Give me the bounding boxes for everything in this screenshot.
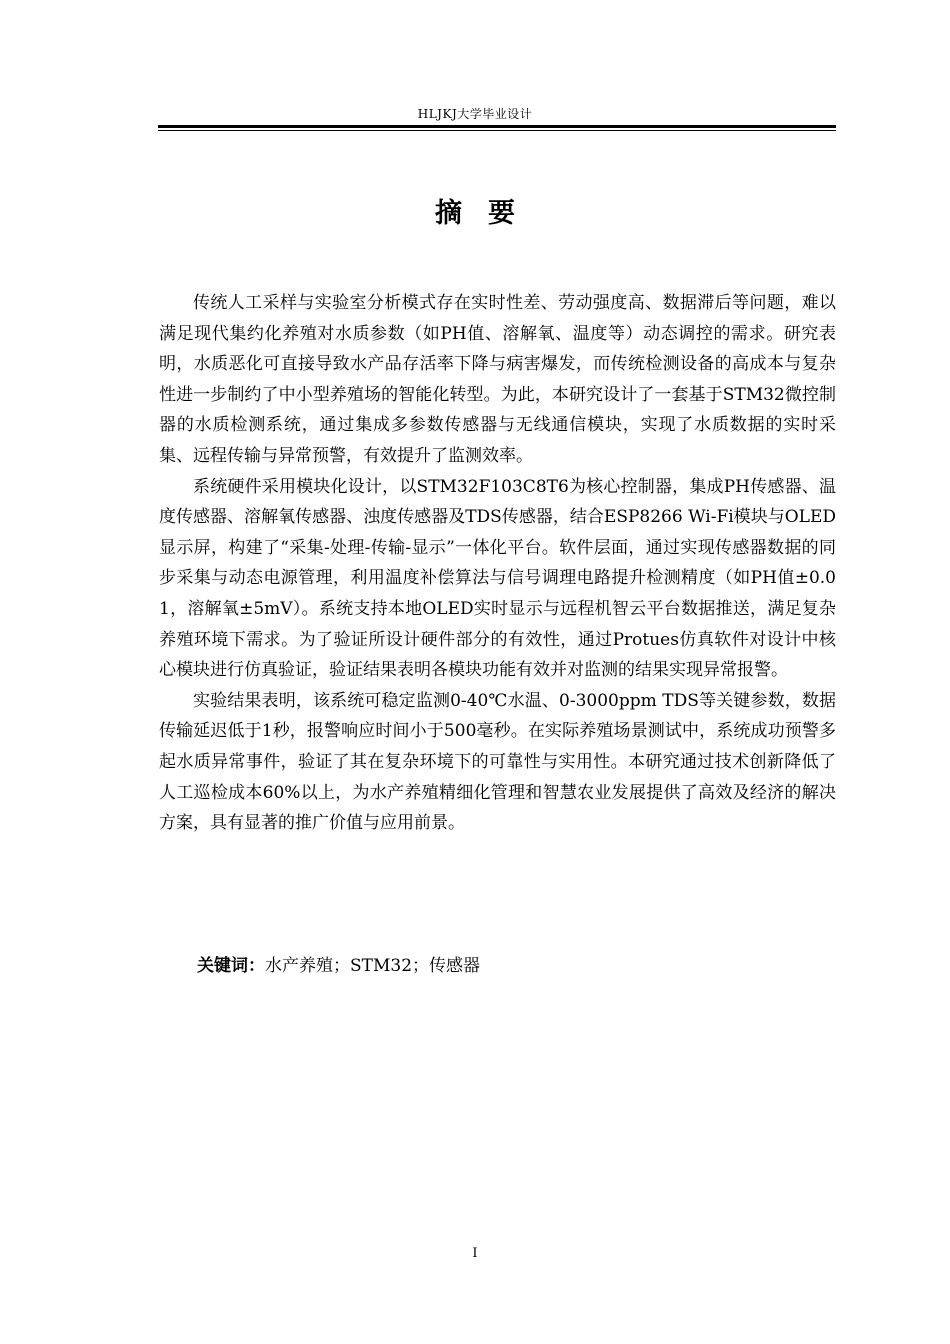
abstract-title: 摘要 — [435, 198, 541, 229]
header-rule-thick — [158, 125, 836, 128]
abstract-body — [159, 288, 836, 839]
page-number: I — [472, 1246, 478, 1261]
abstract-paragraph-2: 系统硬件采用模块化设计，以STM32F103C8T6为核心控制器，集成PH传感器、温度传感器、溶解氧传感器、浊度传感器及TDS传感器，结合ESP8266 Wi-Fi模块与OLED显示屏，构建了“采集-处理-传输-显示”一体化平台。软件层面，通过实现传感器数据的同步采集与动态电源管理，利用温度补偿算法与信号调理电路提升检测精度（如PH值±0.01，溶解氧±5mV）。系统支持本地OLED实时显示与远程机智云平台数据推送，满足复杂养殖环境下需求。为了验证所设计硬件部分的有效性，通过Protues仿真软件对设计中核心模块进行仿真验证，验证结果表明各模块功能有效并对监测的结果实现异常报警。 — [159, 476, 836, 681]
header-rule-thin — [158, 130, 836, 131]
keywords-value: 水产养殖；STM32；传感器 — [265, 956, 481, 976]
keywords-line — [197, 952, 480, 980]
keywords-label: 关键词： — [197, 956, 265, 976]
running-header: HLJKJ大学毕业设计 — [417, 107, 533, 121]
abstract-paragraph-3: 实验结果表明，该系统可稳定监测0-40℃水温、0-3000ppm TDS等关键参数，数据传输延迟低于1秒，报警响应时间小于500毫秒。在实际养殖场景测试中，系统成功预警多起水质异常事件，验证了其在复杂环境下的可靠性与实用性。本研究通过技术创新降低了人工巡检成本60%以上，为水产养殖精细化管理和智慧农业发展提供了高效及经济的解决方案，具有显著的推广价值与应用前景。 — [159, 690, 836, 834]
abstract-paragraph-1: 传统人工采样与实验室分析模式存在实时性差、劳动强度高、数据滞后等问题，难以满足现代集约化养殖对水质参数（如PH值、溶解氧、温度等）动态调控的需求。研究表明，水质恶化可直接导致水产品存活率下降与病害爆发，而传统检测设备的高成本与复杂性进一步制约了中小型养殖场的智能化转型。为此，本研究设计了一套基于STM32微控制器的水质检测系统，通过集成多参数传感器与无线通信模块，实现了水质数据的实时采集、远程传输与异常预警，有效提升了监测效率。 — [159, 293, 836, 466]
